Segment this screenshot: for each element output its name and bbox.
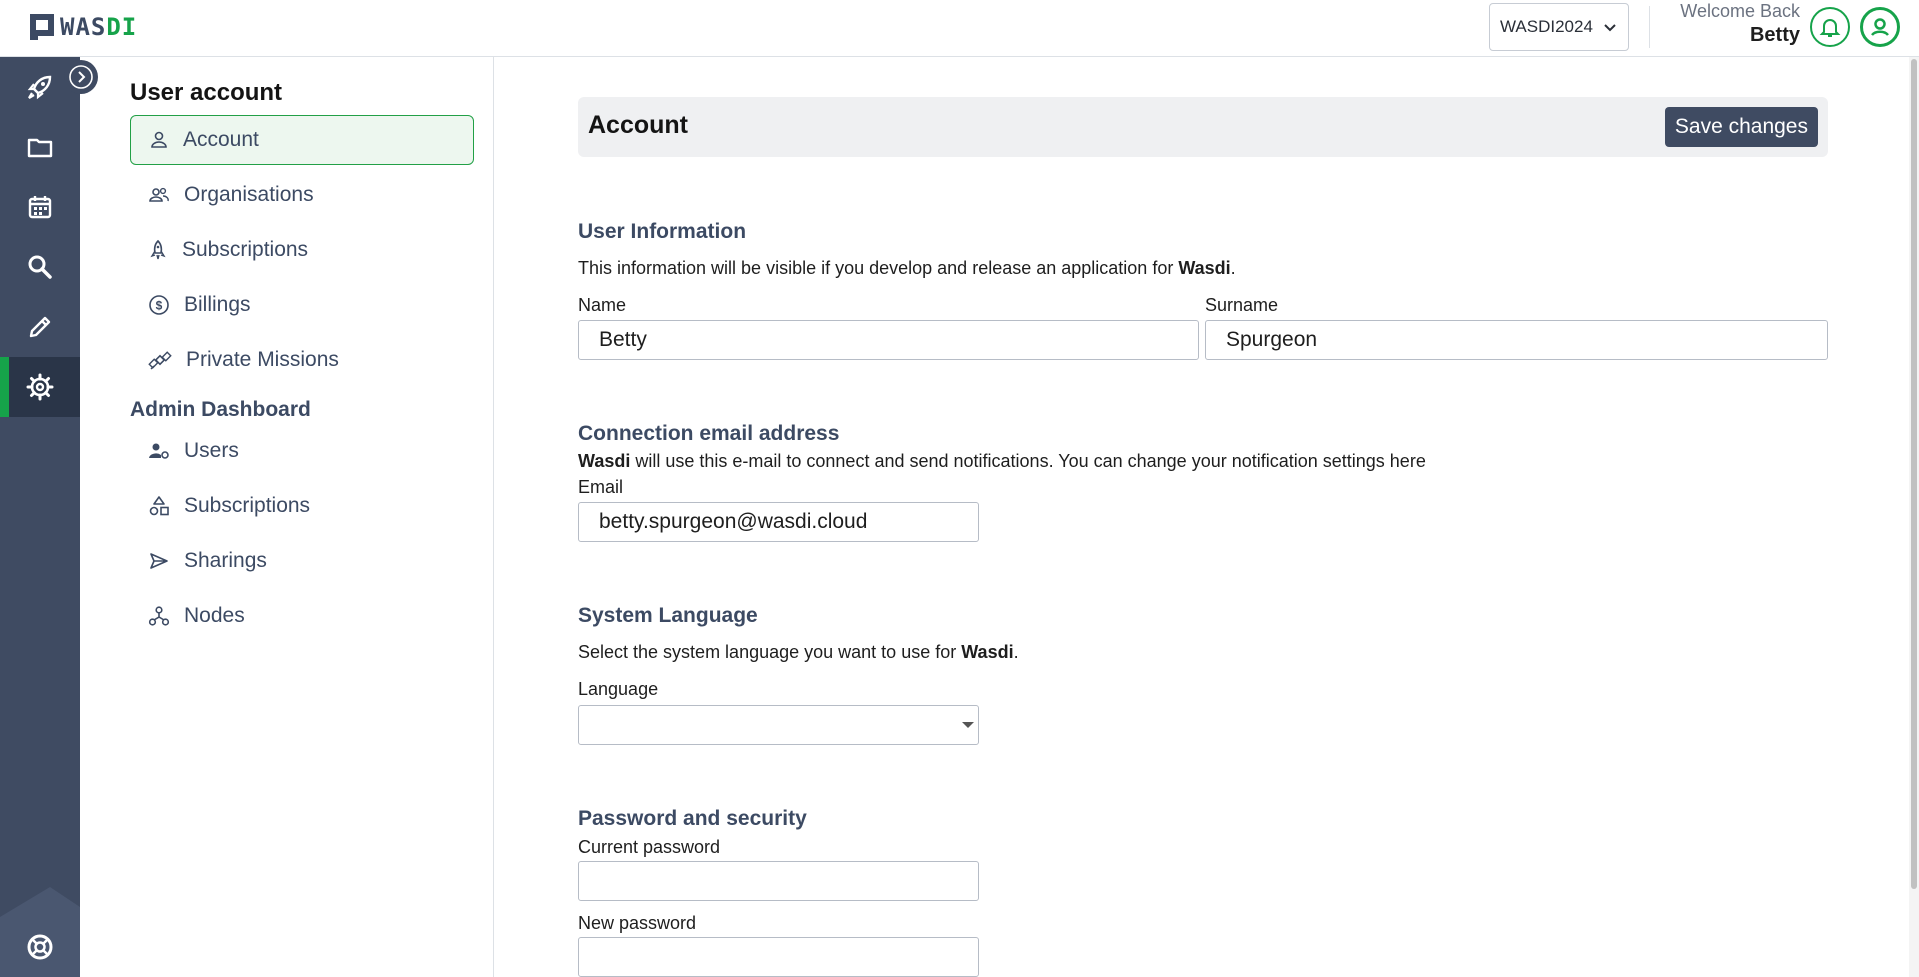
sidebar-item-admin-users[interactable] [130, 426, 474, 476]
satellite-icon [148, 348, 172, 372]
new-password-field[interactable] [578, 937, 979, 977]
account-panel-header [578, 97, 1828, 157]
gear-icon [25, 372, 55, 402]
nodes-icon [148, 605, 170, 627]
rocket-icon [26, 73, 54, 101]
rail-item-help[interactable] [0, 917, 80, 977]
sidebar-item-account[interactable] [130, 115, 474, 165]
rocket-icon [148, 239, 168, 261]
wasdi-logo[interactable] [28, 11, 137, 43]
workspace-select[interactable] [1489, 3, 1629, 51]
sidebar-item-nodes[interactable] [130, 591, 474, 641]
shapes-icon [148, 495, 170, 517]
system-language-description: Select the system language you want to use for Wasdi. [578, 642, 1019, 662]
main-content [494, 57, 1909, 977]
send-icon [148, 551, 170, 571]
workspace-select-value: WASDI2024 [1500, 17, 1593, 36]
sidebar-item-label: Subscriptions [182, 238, 309, 261]
user-circle-icon [1867, 14, 1893, 40]
bell-icon [1818, 15, 1842, 39]
sidebar-item-label: Subscriptions [184, 494, 311, 517]
top-bar [0, 0, 1919, 57]
sidebar-item-label: Nodes [184, 604, 245, 627]
password-security-title: Password and security [578, 807, 807, 830]
current-password-label: Current password [578, 837, 721, 857]
sidebar-item-label: Sharings [184, 549, 267, 572]
icon-rail [0, 57, 80, 977]
page-title: Account [588, 111, 688, 139]
language-label: Language [578, 679, 659, 699]
user-gear-icon [148, 441, 170, 461]
svg-text:$: $ [155, 298, 163, 313]
sidebar-item-label: Users [184, 439, 239, 462]
admin-dashboard-heading: Admin Dashboard [130, 398, 311, 421]
language-select[interactable] [578, 705, 979, 745]
search-icon [26, 253, 54, 281]
user-information-description: This information will be visible if you develop and release an application for Wasdi. [578, 258, 1236, 278]
notifications-button[interactable] [1810, 7, 1850, 47]
scrollbar-thumb[interactable] [1911, 59, 1917, 889]
page-scrollbar[interactable] [1909, 57, 1919, 977]
sidebar-item-admin-subscriptions[interactable] [130, 481, 474, 531]
dollar-icon [148, 294, 170, 316]
rail-item-workspaces[interactable] [0, 117, 80, 177]
welcome-label: Welcome Back [1680, 1, 1800, 21]
user-information-title: User Information [578, 220, 747, 243]
pencil-icon [26, 313, 54, 341]
rail-item-settings[interactable] [0, 357, 80, 417]
sidebar-item-label: Private Missions [186, 348, 339, 371]
save-changes-button[interactable]: Save changes [1665, 107, 1818, 147]
name-label: Name [578, 295, 627, 315]
sidebar-item-subscriptions[interactable] [130, 225, 474, 275]
topbar-divider [1649, 6, 1650, 48]
user-menu-button[interactable] [1860, 7, 1900, 47]
chevron-down-icon [1602, 19, 1618, 35]
sidebar-item-label: Account [183, 128, 259, 151]
rail-item-search[interactable] [0, 237, 80, 297]
calendar-icon [26, 193, 54, 221]
lifebuoy-icon [26, 933, 54, 961]
logo-mark-icon [28, 12, 56, 42]
welcome-block [1660, 0, 1800, 48]
sidebar-item-label: Billings [184, 293, 251, 316]
rail-item-edit[interactable] [0, 297, 80, 357]
logo-wordmark: WASDI [60, 13, 138, 41]
welcome-user-name: Betty [1749, 24, 1800, 46]
sidebar-item-label: Organisations [184, 183, 314, 206]
sidebar-item-billings[interactable] [130, 280, 474, 330]
connection-email-description: Wasdi will use this e-mail to connect and send notifications. You can change your notification settings here [578, 451, 1426, 471]
system-language-title: System Language [578, 604, 758, 627]
connection-email-title: Connection email address [578, 422, 840, 445]
account-sidebar [80, 57, 494, 977]
sidebar-item-private-missions[interactable] [130, 335, 474, 385]
sidebar-item-sharings[interactable] [130, 536, 474, 586]
name-field[interactable] [578, 320, 1199, 360]
rail-item-calendar[interactable] [0, 177, 80, 237]
email-field[interactable] [578, 502, 979, 542]
people-icon [148, 185, 170, 205]
folder-icon [26, 133, 54, 161]
email-label: Email [578, 477, 624, 497]
new-password-label: New password [578, 913, 697, 933]
current-password-field[interactable] [578, 861, 979, 901]
surname-field[interactable] [1205, 320, 1828, 360]
user-account-heading: User account [130, 79, 283, 106]
caret-down-icon [962, 722, 974, 728]
sidebar-expand-button[interactable] [64, 60, 98, 94]
chevron-right-circle-icon [68, 64, 94, 90]
surname-label: Surname [1205, 295, 1279, 315]
sidebar-item-organisations[interactable] [130, 170, 474, 220]
user-icon [149, 130, 169, 150]
